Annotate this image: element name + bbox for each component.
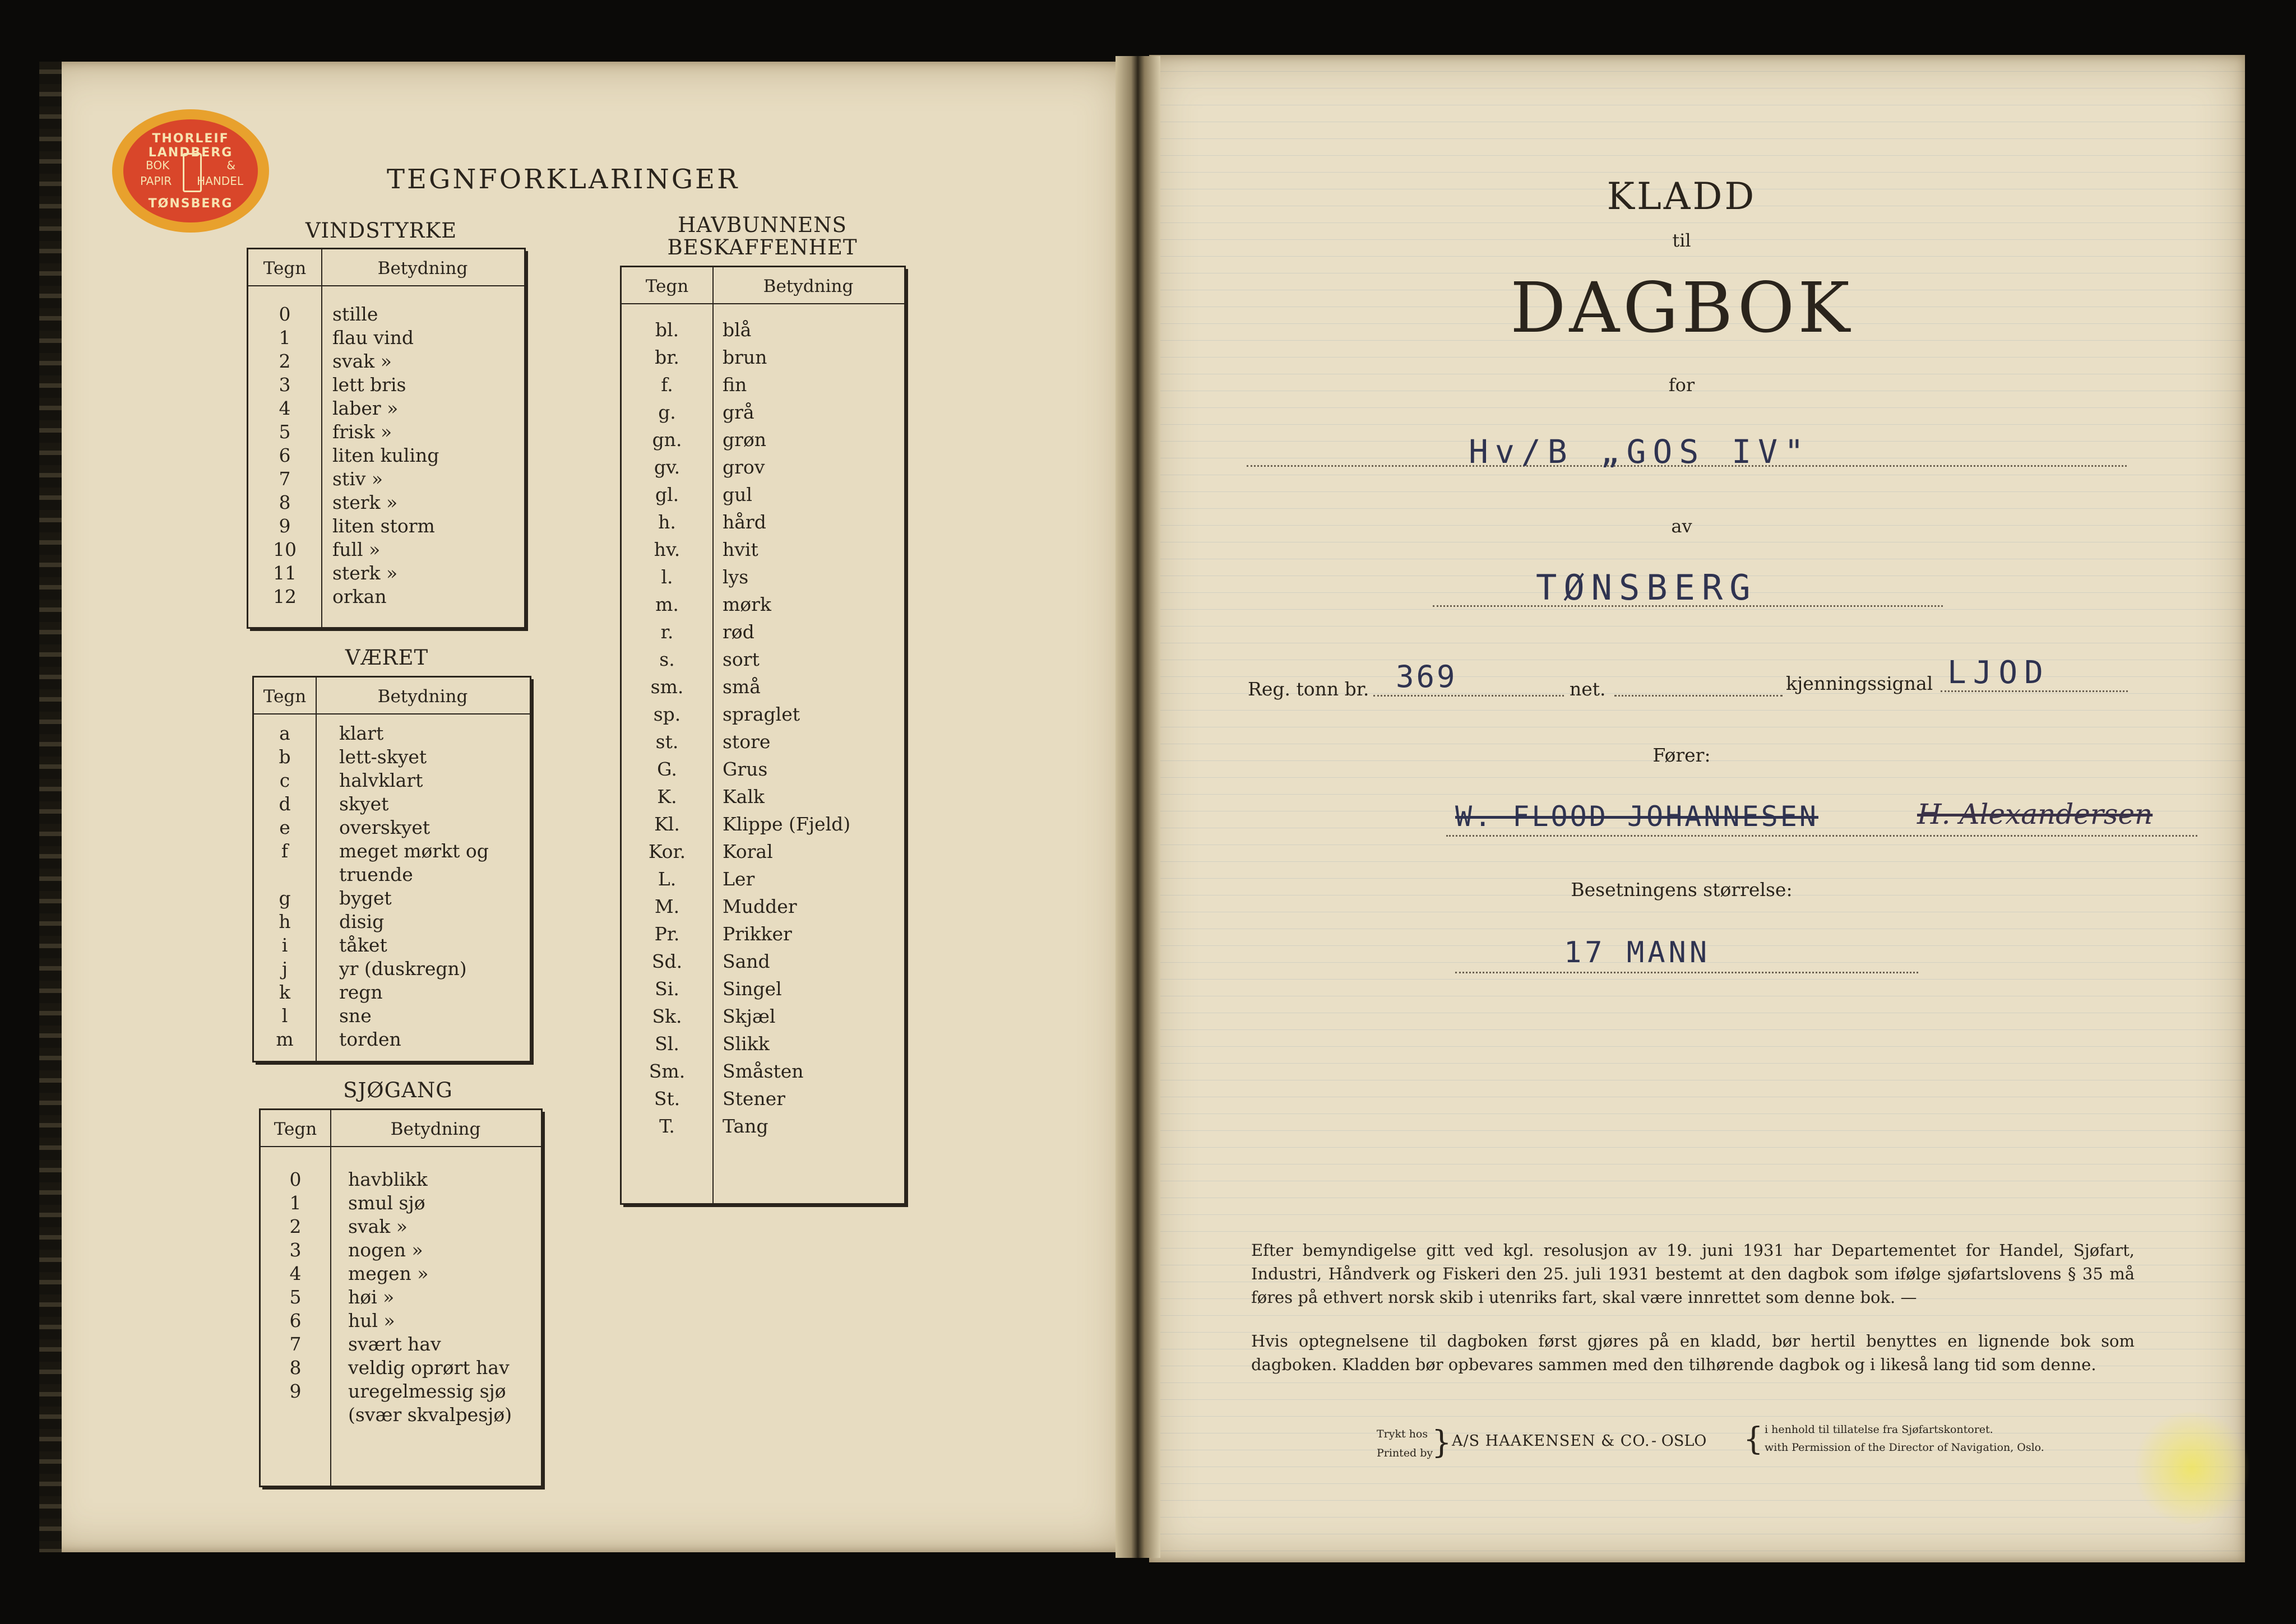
column-header-meaning: Betydning	[763, 276, 854, 296]
column-header-meaning: Betydning	[377, 686, 468, 707]
table-row	[261, 1310, 541, 1333]
for-text: for	[1668, 374, 1695, 396]
table-rows	[254, 722, 530, 1052]
table-row	[254, 911, 530, 934]
row-code: Si.	[655, 978, 679, 1000]
row-code: Pr.	[654, 923, 680, 945]
row-meaning: orkan	[332, 586, 387, 607]
row-code: f.	[661, 374, 673, 396]
besetning-label: Besetningens størrelse:	[1571, 879, 1793, 901]
table-row	[622, 1060, 904, 1088]
table-row	[622, 1088, 904, 1115]
row-meaning: Grus	[723, 758, 768, 780]
table-row	[622, 813, 904, 841]
row-meaning: hvit	[723, 539, 758, 560]
row-code: l	[281, 1005, 288, 1027]
table-row	[248, 327, 524, 350]
row-meaning: regn	[339, 981, 383, 1003]
table-row	[248, 374, 524, 397]
cover-edge	[39, 62, 62, 1552]
row-meaning: grå	[723, 401, 754, 423]
table-row	[622, 731, 904, 758]
permission-en: with Permission of the Director of Navigation, Oslo.	[1765, 1441, 2044, 1454]
vaeret-title: VÆRET	[345, 646, 429, 670]
row-meaning: torden	[339, 1028, 401, 1050]
row-code: L.	[658, 868, 677, 890]
printed-by: Printed by	[1377, 1447, 1433, 1459]
row-code: 6	[289, 1310, 302, 1331]
row-meaning: svak »	[332, 350, 392, 372]
row-code: 5	[289, 1286, 302, 1308]
row-meaning: laber »	[332, 397, 399, 419]
row-code: 5	[279, 421, 291, 443]
row-meaning: flau vind	[332, 327, 414, 349]
row-code: sp.	[653, 703, 681, 725]
row-meaning: liten kuling	[332, 444, 439, 466]
row-meaning: frisk »	[332, 421, 392, 443]
row-code: k	[279, 981, 290, 1003]
row-meaning: sort	[723, 648, 760, 670]
row-code: i	[281, 934, 288, 956]
row-code: br.	[655, 346, 679, 368]
row-code: 6	[279, 444, 291, 466]
row-meaning: yr (duskregn)	[339, 958, 467, 980]
row-code: 0	[289, 1168, 302, 1190]
row-code: T.	[659, 1115, 675, 1137]
table-row	[622, 758, 904, 786]
row-meaning: lett-skyet	[339, 746, 427, 768]
table-row	[622, 1033, 904, 1060]
table-row	[622, 868, 904, 895]
row-code: 8	[279, 491, 291, 513]
table-row	[261, 1239, 541, 1263]
table-row	[248, 515, 524, 539]
net-line	[1614, 695, 1783, 697]
lighthouse-icon	[183, 153, 202, 192]
table-row	[622, 786, 904, 813]
instruction-paragraph: Hvis optegnelsene til dagboken først gjøres på en kladd, bør hertil benyttes en lignende bok som dagboken. Kladden bør opbevares sammen med den tilhørende dagbok og i likeså lang tid som denne.	[1251, 1331, 2135, 1374]
row-meaning: disig	[339, 911, 385, 932]
table-row	[622, 703, 904, 731]
row-code: b	[279, 746, 291, 768]
table-row	[254, 793, 530, 816]
row-code: Kl.	[654, 813, 680, 835]
besetning-line	[1455, 972, 1918, 973]
table-row	[248, 491, 524, 515]
regulation-paragraph: Efter bemyndigelse gitt ved kgl. resolusjon av 19. juni 1931 har Departementet for Handel, Sjøfart, Industri, Håndverk og Fiskeri den 25. juli 1931 bestemt at den dagbok som ifølge sjøfartslovens § 35 må føres på ethvert norsk skib i utenriks fart, skal være innrettet som denne bok. —	[1251, 1241, 2135, 1307]
row-meaning: overskyet	[339, 816, 430, 838]
havbunn-table	[620, 266, 906, 1205]
left-page	[39, 62, 1127, 1552]
row-meaning: megen »	[348, 1263, 429, 1284]
row-code: f	[281, 840, 289, 862]
table-row	[254, 887, 530, 911]
row-meaning: sterk »	[332, 562, 398, 584]
dagbok-heading: DAGBOK	[1510, 268, 1853, 349]
row-code: 10	[273, 539, 297, 560]
row-meaning: truende	[339, 864, 413, 885]
stamp-top-text: THORLEIF LANDBERG	[148, 132, 233, 160]
table-header	[622, 267, 904, 304]
book-spine	[1115, 56, 1160, 1558]
sjogang-title: SJØGANG	[343, 1078, 453, 1102]
table-row	[261, 1333, 541, 1357]
table-row	[622, 841, 904, 868]
row-code: j	[281, 958, 288, 980]
row-meaning: skyet	[339, 793, 389, 815]
row-meaning: halvklart	[339, 769, 423, 791]
table-row	[248, 350, 524, 374]
row-meaning: lys	[723, 566, 749, 588]
row-code: g.	[658, 401, 676, 423]
table-row	[622, 978, 904, 1005]
row-meaning: Tang	[723, 1115, 769, 1137]
row-code: gn.	[652, 429, 682, 451]
row-meaning: fin	[723, 374, 747, 396]
table-row	[254, 746, 530, 769]
table-row	[254, 769, 530, 793]
table-row	[248, 397, 524, 421]
row-meaning: Mudder	[723, 895, 797, 917]
table-row	[622, 621, 904, 648]
net-label: net.	[1570, 678, 1606, 700]
home-port: TØNSBERG	[1536, 567, 1757, 608]
row-code: 7	[289, 1333, 302, 1355]
kladd-heading: KLADD	[1607, 175, 1757, 218]
row-code: 8	[289, 1357, 302, 1379]
row-meaning: sterk »	[332, 491, 398, 513]
forer-line	[1446, 835, 2197, 837]
row-meaning: gul	[723, 484, 752, 505]
sjogang-table	[259, 1108, 543, 1487]
table-row	[261, 1286, 541, 1310]
row-code: s.	[659, 648, 675, 670]
row-meaning: hård	[723, 511, 766, 533]
row-meaning: liten storm	[332, 515, 435, 537]
table-row	[248, 421, 524, 444]
stamp-text: PAPIR	[140, 174, 172, 188]
row-code: 4	[289, 1263, 302, 1284]
table-row	[248, 562, 524, 586]
row-meaning: store	[723, 731, 771, 753]
table-row	[622, 539, 904, 566]
table-row	[622, 374, 904, 401]
column-header-meaning: Betydning	[390, 1119, 481, 1139]
row-code: gl.	[655, 484, 679, 505]
vaeret-table	[252, 676, 531, 1062]
row-meaning: svak »	[348, 1215, 408, 1237]
column-header-meaning: Betydning	[377, 258, 468, 279]
row-meaning: Singel	[723, 978, 782, 1000]
row-meaning: Skjæl	[723, 1005, 776, 1027]
vindstyrke-title: VINDSTYRKE	[305, 219, 457, 243]
row-meaning: mørk	[723, 593, 771, 615]
stamp-label	[123, 119, 258, 222]
row-code: 11	[273, 562, 297, 584]
row-code: d	[279, 793, 291, 815]
row-code: 3	[289, 1239, 302, 1261]
column-header-code: Tegn	[645, 276, 689, 296]
row-code: M.	[654, 895, 680, 917]
table-header	[261, 1110, 541, 1147]
column-header-code: Tegn	[263, 258, 307, 279]
stamp-bottom-text: TØNSBERG	[148, 197, 233, 211]
table-row	[248, 468, 524, 491]
table-row	[254, 816, 530, 840]
row-meaning: spraglet	[723, 703, 800, 725]
table-row	[254, 981, 530, 1005]
row-code: G.	[657, 758, 677, 780]
table-row	[254, 1028, 530, 1052]
vessel-name: Hv/B „GOS IV"	[1469, 433, 1811, 471]
row-meaning: brun	[723, 346, 767, 368]
av-text: av	[1671, 516, 1692, 537]
table-row	[261, 1263, 541, 1286]
permission-no: i henhold til tillatelse fra Sjøfartskontoret.	[1765, 1423, 1993, 1436]
forer-label: Fører:	[1652, 744, 1711, 766]
row-code: 7	[279, 468, 291, 490]
table-row	[622, 456, 904, 484]
table-row	[248, 444, 524, 468]
row-meaning: Stener	[723, 1088, 785, 1110]
row-code: h	[279, 911, 291, 932]
row-code: g	[279, 887, 291, 909]
table-row	[622, 511, 904, 539]
row-code: Sl.	[655, 1033, 679, 1055]
row-meaning: grov	[723, 456, 765, 478]
row-meaning: nogen »	[348, 1239, 423, 1261]
row-meaning: hul »	[348, 1310, 395, 1331]
havbunn-title-line1: HAVBUNNENS	[678, 213, 847, 237]
row-code: Sk.	[652, 1005, 682, 1027]
stamp-text: BOK	[146, 159, 170, 172]
row-meaning: lett bris	[332, 374, 406, 396]
row-meaning: Klippe (Fjeld)	[723, 813, 851, 835]
table-row	[622, 401, 904, 429]
stamp-text: &	[226, 159, 235, 172]
table-rows	[622, 319, 904, 1143]
table-row	[622, 648, 904, 676]
til-text: til	[1672, 230, 1691, 251]
column-header-code: Tegn	[274, 1119, 317, 1139]
row-meaning: Småsten	[723, 1060, 804, 1082]
row-code: 0	[279, 303, 291, 325]
row-meaning: Ler	[723, 868, 755, 890]
row-code: m	[276, 1028, 294, 1050]
row-meaning: sne	[339, 1005, 372, 1027]
row-code: 9	[289, 1380, 302, 1402]
row-code: hv.	[654, 539, 681, 560]
table-row	[622, 319, 904, 346]
table-row	[261, 1192, 541, 1215]
printed-hos: Trykt hos	[1377, 1428, 1428, 1440]
table-row	[622, 1115, 904, 1143]
row-code: Sm.	[649, 1060, 686, 1082]
table-row	[261, 1380, 541, 1404]
kjenningssignal-label: kjenningssignal	[1786, 672, 1933, 694]
table-row	[261, 1404, 541, 1427]
row-code: r.	[660, 621, 674, 643]
row-code: sm.	[650, 676, 684, 698]
table-row	[622, 895, 904, 923]
row-meaning: rød	[723, 621, 754, 643]
row-meaning: tåket	[339, 934, 387, 956]
row-code: K.	[657, 786, 677, 808]
printer-city: - OSLO	[1651, 1432, 1707, 1450]
column-header-code: Tegn	[263, 686, 307, 707]
table-row	[622, 676, 904, 703]
row-meaning: uregelmessig sjø	[348, 1380, 506, 1402]
table-row	[248, 586, 524, 609]
row-meaning: (svær skvalpesjø)	[348, 1404, 512, 1426]
row-meaning: meget mørkt og	[339, 840, 489, 862]
table-row	[254, 958, 530, 981]
bookseller-stamp	[112, 109, 269, 233]
table-row	[254, 722, 530, 746]
stamp-text: HANDEL	[197, 174, 243, 188]
row-meaning: høi »	[348, 1286, 395, 1308]
row-meaning: full »	[332, 539, 381, 560]
brace-glyph: {	[1743, 1421, 1763, 1458]
paper-stain	[2130, 1412, 2253, 1524]
table-row	[622, 923, 904, 950]
havbunn-title-line2: BESKAFFENHET	[667, 235, 858, 259]
table-header	[254, 678, 530, 714]
row-code: 2	[279, 350, 291, 372]
table-rows	[261, 1168, 541, 1427]
table-row	[261, 1168, 541, 1192]
table-row	[254, 1005, 530, 1028]
table-row	[261, 1215, 541, 1239]
table-row	[622, 566, 904, 593]
row-code: 9	[279, 515, 291, 537]
row-meaning: stiv »	[332, 468, 383, 490]
row-meaning: Sand	[723, 950, 770, 972]
table-row	[248, 303, 524, 327]
row-meaning: Slikk	[723, 1033, 770, 1055]
reg-tonn-value: 369	[1396, 659, 1457, 694]
row-code: c	[279, 769, 290, 791]
table-row	[622, 1005, 904, 1033]
table-row	[622, 950, 904, 978]
row-code: 4	[279, 397, 291, 419]
table-row	[261, 1357, 541, 1380]
table-row	[622, 593, 904, 621]
table-row	[622, 429, 904, 456]
row-meaning: Prikker	[723, 923, 792, 945]
row-code: St.	[654, 1088, 681, 1110]
reg-tonn-label: Reg. tonn br.	[1248, 678, 1369, 700]
reg-tonn-line	[1373, 695, 1564, 697]
row-meaning: svært hav	[348, 1333, 441, 1355]
row-meaning: byget	[339, 887, 392, 909]
row-code: bl.	[655, 319, 679, 341]
row-meaning: havblikk	[348, 1168, 428, 1190]
row-meaning: små	[723, 676, 761, 698]
table-row	[622, 484, 904, 511]
row-meaning: Koral	[723, 841, 773, 862]
row-code: 1	[289, 1192, 302, 1214]
forer-name-added: H. Alexandersen	[1917, 798, 2153, 830]
row-code: 1	[279, 327, 291, 349]
row-code: Kor.	[648, 841, 686, 862]
row-code: Sd.	[651, 950, 683, 972]
row-meaning: blå	[723, 319, 752, 341]
row-meaning: stille	[332, 303, 378, 325]
table-header	[248, 249, 524, 286]
kjenningssignal-value: LJOD	[1947, 655, 2050, 691]
row-code: m.	[655, 593, 679, 615]
row-meaning: grøn	[723, 429, 767, 451]
row-code: e	[279, 816, 290, 838]
row-code: 2	[289, 1215, 302, 1237]
row-code: st.	[655, 731, 679, 753]
table-row	[248, 539, 524, 562]
brace-glyph: }	[1432, 1425, 1452, 1461]
row-code: l.	[661, 566, 673, 588]
table-row	[254, 864, 530, 887]
table-row	[622, 346, 904, 374]
row-code: 12	[273, 586, 297, 607]
table-row	[254, 934, 530, 958]
besetning-value: 17 MANN	[1564, 936, 1711, 969]
row-code: gv.	[654, 456, 681, 478]
row-code: a	[279, 722, 290, 744]
row-meaning: smul sjø	[348, 1192, 425, 1214]
forer-name: W. FLOOD JOHANNESEN	[1455, 800, 1818, 833]
row-meaning: veldig oprørt hav	[348, 1357, 510, 1379]
row-code: h.	[658, 511, 676, 533]
printer-name: A/S HAAKENSEN & CO.	[1452, 1432, 1650, 1450]
vindstyrke-table	[247, 248, 526, 629]
row-meaning: Kalk	[723, 786, 765, 808]
table-rows	[248, 303, 524, 609]
table-row	[254, 840, 530, 864]
row-meaning: klart	[339, 722, 384, 744]
legend-title: TEGNFORKLARINGER	[387, 164, 740, 195]
row-code: 3	[279, 374, 291, 396]
